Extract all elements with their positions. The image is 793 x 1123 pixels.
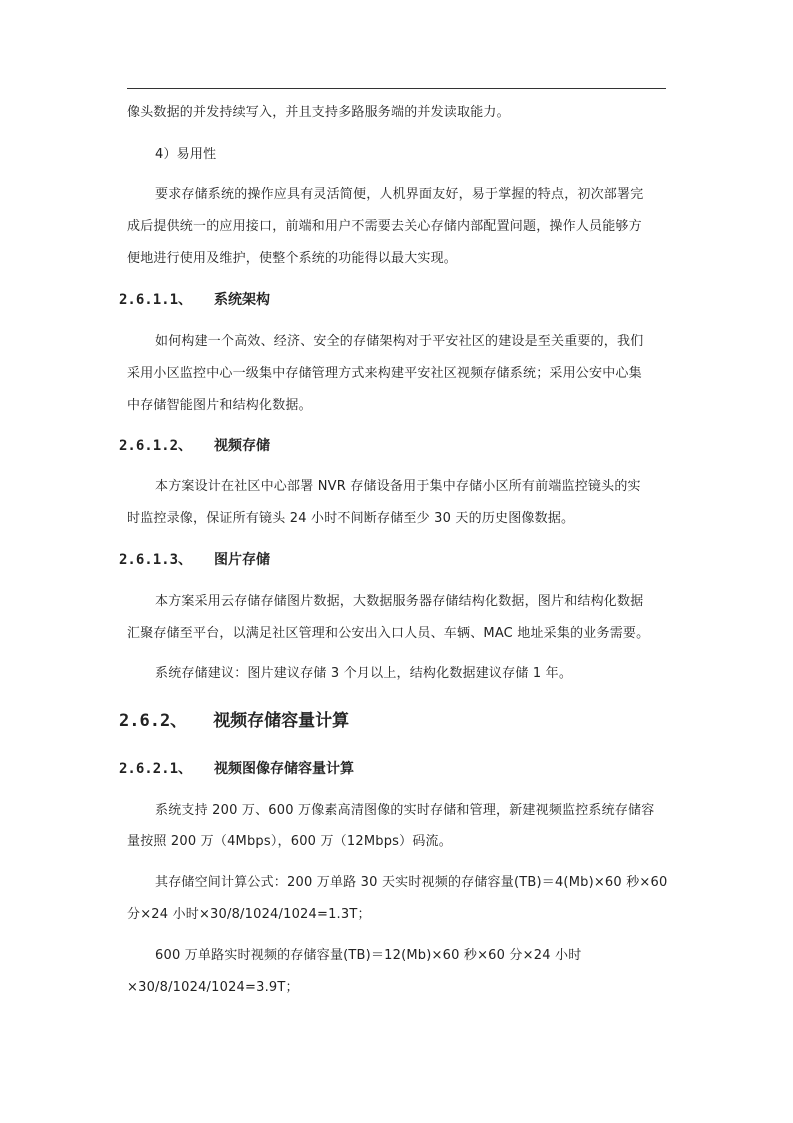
paragraph-line: 600 万单路实时视频的存储容量(TB)＝12(Mb)×60 秒×60 分×24 小时 [155,948,582,963]
paragraph-line: 要求存储系统的操作应具有灵活简便，人机界面友好，易于掌握的特点，初次部署完 [155,187,644,202]
heading-number: 2.6.1.2、 [119,438,193,454]
heading-number: 2.6.2.1、 [119,761,193,777]
paragraph-line: ×30/8/1024/1024=3.9T； [127,980,299,995]
heading-number: 2.6.2、 [119,711,188,731]
heading-title: 视频存储容量计算 [213,711,350,731]
heading-title: 视频图像存储容量计算 [214,761,355,777]
paragraph-line: 成后提供统一的应用接口，前端和用户不需要去关心存储内部配置问题，操作人员能够方 [127,219,642,234]
paragraph-line: 时监控录像，保证所有镜头 24 小时不间断存储至少 30 天的历史图像数据。 [127,511,575,526]
paragraph-line: 采用小区监控中心一级集中存储管理方式来构建平安社区视频存储系统；采用公安中心集 [127,366,642,381]
section-heading-2-6-2 [119,710,349,732]
heading-title: 系统架构 [214,292,271,308]
paragraph-line: 便地进行使用及维护，使整个系统的功能得以最大实现。 [127,251,458,266]
paragraph-line: 量按照 200 万（4Mbps），600 万（12Mbps）码流。 [127,834,452,849]
paragraph-line: 其存储空间计算公式：200 万单路 30 天实时视频的存储容量(TB)＝4(Mb)×60 秒×60 [155,875,668,890]
paragraph-line: 如何构建一个高效、经济、安全的存储架构对于平安社区的建设是至关重要的，我们 [155,334,644,349]
section-heading-2-6-2-1 [119,759,354,779]
paragraph-line: 系统支持 200 万、600 万像素高清图像的实时存储和管理，新建视频监控系统存储容 [155,803,655,818]
heading-title: 视频存储 [214,438,271,454]
heading-title: 图片存储 [214,552,271,568]
paragraph-line: 像头数据的并发持续写入，并且支持多路服务端的并发读取能力。 [127,105,510,120]
heading-number: 2.6.1.1、 [119,292,193,308]
paragraph-line: 汇聚存储至平台，以满足社区管理和公安出入口人员、车辆、MAC 地址采集的业务需要。 [127,626,650,641]
section-heading-2-6-1-3 [119,550,270,570]
header-rule [127,88,666,89]
paragraph-line: 中存储智能图片和结构化数据。 [127,398,312,413]
heading-number: 2.6.1.3、 [119,552,193,568]
section-heading-2-6-1-1 [119,290,270,310]
paragraph-line: 系统存储建议：图片建议存储 3 个月以上，结构化数据建议存储 1 年。 [155,666,573,681]
paragraph-line: 分×24 小时×30/8/1024/1024=1.3T； [127,907,371,922]
section-heading-2-6-1-2 [119,436,270,456]
paragraph-line: 本方案采用云存储存储图片数据，大数据服务器存储结构化数据，图片和结构化数据 [155,594,644,609]
list-item-usability: 4）易用性 [155,147,217,162]
paragraph-line: 本方案设计在社区中心部署 NVR 存储设备用于集中存储小区所有前端监控镜头的实 [155,479,641,494]
